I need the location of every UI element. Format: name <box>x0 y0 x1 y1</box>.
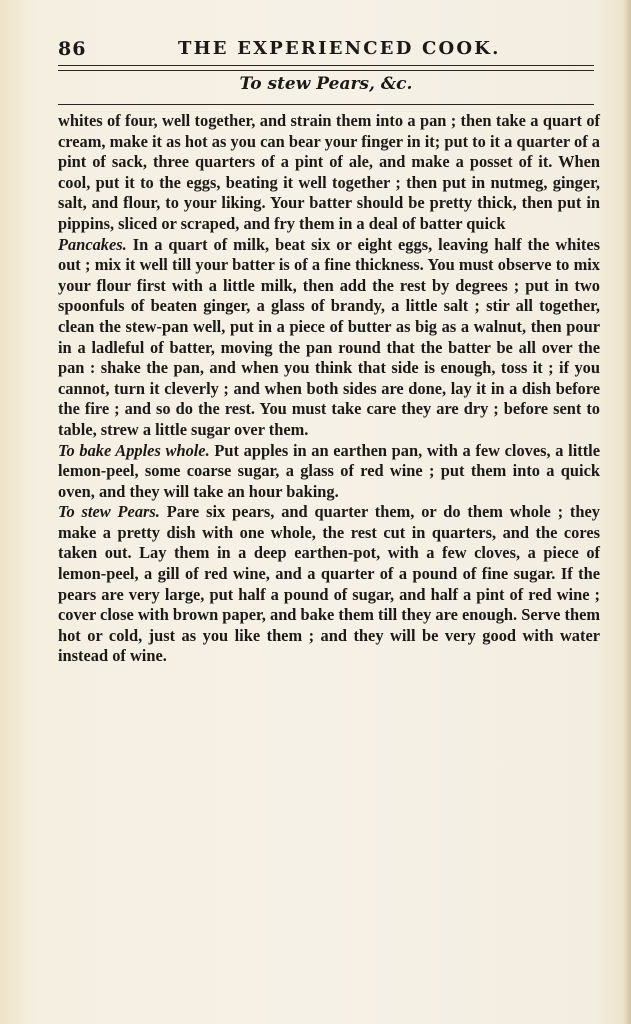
recipe-title: To bake Apples whole. <box>58 440 215 460</box>
paragraph-text: whites of four, well together, and strain them into a pan ; then take a quart of cream, make it as hot as you can bear your finger in it; put to it a quarter of a pint of sack, three quarters of a pint of ale, and make a posset of it. When cool, put it to the eggs, beating it well together ; then put in nutmeg, ginger, salt, and flour, to your liking. Your batter should be pretty thick, then put in pippins, sliced or scraped, and fry them in a deal of batter quick <box>58 111 600 233</box>
paragraph-text: In a quart of milk, beat six or eight eggs, leaving half the whites out ; mix it well till your batter is of a fine thickness. You must observe to mix your flour first with a little milk, then add the rest by degrees ; put in two spoonfuls of beaten ginger, a glass of brandy, a little salt ; stir all together, clean the stew-pan well, put in a piece of butter as big as a walnut, then pour in a ladleful of batter, moving the pan round that the batter be all over the pan : shake the pan, and when you think that side is enough, toss it ; if you cannot, turn it cleverly ; and when both sides are done, lay it in a dish before the fire ; and so do the rest. You must take care they are dry ; before sent to table, strew a little sugar over them. <box>58 234 600 439</box>
paragraph-stew-pears <box>58 502 600 667</box>
paragraph-pancakes <box>58 235 600 441</box>
section-rule <box>58 104 594 105</box>
paragraph-text: Pare six pears, and quarter them, or do them whole ; they make a pretty dish with one whole, the rest cut in quarters, and the cores taken out. Lay them in a deep earthen-pot, with a few cloves, a piece of lemon-peel, a gill of red wine, and a quarter of a pound of fine sugar. If the pears are very large, put half a pound of sugar, and half a pint of red wine ; cover close with brown paper, and bake them till they are enough. Serve them hot or cold, just as you like them ; and they will be very good with water instead of wine. <box>58 502 600 666</box>
page-number: 86 <box>58 38 87 60</box>
paragraph-text: Put apples in an earthen pan, with a few cloves, a little lemon-peel, some coarse sugar, a glass of red wine ; put them into a quick oven, and they will take an hour baking. <box>58 440 601 501</box>
header-rule-thin <box>58 70 594 71</box>
recipe-title: Pancakes. <box>58 234 133 254</box>
recipe-title: To stew Pears. <box>58 502 167 522</box>
running-head: THE EXPERIENCED COOK. <box>178 38 501 59</box>
paragraph-bake-apples <box>58 441 600 503</box>
page-header <box>58 38 598 64</box>
page-edge-shadow <box>623 0 631 1024</box>
section-title: To stew Pears, &c. <box>239 74 413 94</box>
body-text <box>58 111 600 667</box>
header-rule <box>58 65 594 66</box>
paragraph-continuation <box>58 111 600 235</box>
